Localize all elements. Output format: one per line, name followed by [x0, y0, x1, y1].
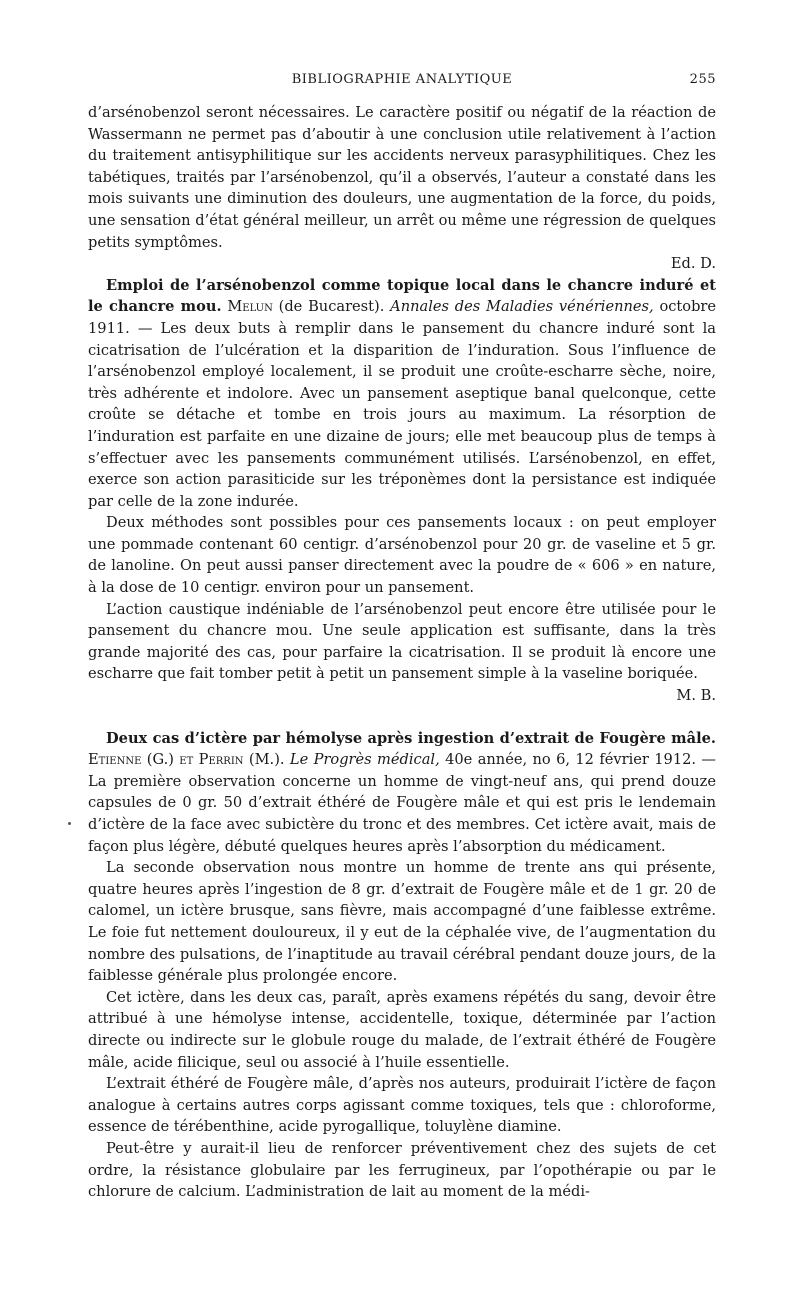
entry2-title: Emploi de l’arsénobenzol comme topique local dans le chancre induré et le chancre mou.	[88, 276, 716, 316]
entry3-paragraph-5: Peut-être y aurait-il lieu de renforcer préventivement chez des sujets de cet ordre, la résistance globulaire par les ferrugineux, par l’opothérapie ou par le chlorure de calcium. L’administration de lait au moment de la médi-	[88, 1139, 716, 1201]
entry3-paragraph-1: — La première observation concerne un homme de vingt-neuf ans, qui prend douze capsules de 0 gr. 50 d’extrait éthéré de Fougère mâle et qui est pris le lendemain d’ictère de la face avec subictère du tronc et des membres. Cet ictère avait, mais de façon plus légère, débuté quelques heures après l’absorption du médicament.	[88, 751, 717, 855]
entry3-issue: 40e année, no 6, 12 février 1912.	[445, 751, 697, 769]
entry2-lead-paragraph	[88, 275, 716, 513]
entry1-signature: Ed. D.	[670, 255, 716, 273]
entry2-signature: M. B.	[676, 687, 716, 705]
entry3-journal: Le Progrès médical,	[289, 751, 440, 769]
entry-separator	[88, 707, 716, 728]
running-head	[88, 72, 716, 94]
page-content	[88, 102, 716, 1203]
margin-speck	[68, 822, 71, 825]
entry3-title: Deux cas d’ictère par hémolyse après ingestion d’extrait de Fougère mâle.	[106, 729, 716, 747]
entry1-continuation: d’arsénobenzol seront nécessaires. Le caractère positif ou négatif de la réaction de Wassermann ne permet pas d’aboutir à une conclusion utile relativement à l’action du traitement antisyphilitique sur les accidents nerveux parasyphilitiques. Chez les tabétiques, traités par l’arsénobenzol, qu’il a observés, l’auteur a constaté dans les mois suivants une diminution des douleurs, une augmentation de la force, du poids, une sensation d’état général meilleur, un arrêt ou même une régression de quelques petits symptômes.	[88, 104, 716, 251]
entry2-date: octobre 1911.	[88, 298, 717, 337]
page-number: 255	[689, 72, 716, 87]
entry3-paragraph-4: L’extrait éthéré de Fougère mâle, d’après nos auteurs, produirait l’ictère de façon analogue à certains autres corps agissant comme toxiques, tels que : chloroforme, essence de térébenthine, acide pyrogallique, toluylène diamine.	[88, 1075, 716, 1136]
entry3-lead-paragraph	[88, 728, 716, 858]
entry2-affiliation: (de Bucarest).	[278, 298, 385, 316]
running-title: BIBLIOGRAPHIE ANALYTIQUE	[291, 72, 513, 87]
entry2-paragraph-2: Deux méthodes sont possibles pour ces pansements locaux : on peut employer une pommade contenant 60 centigr. d’arsénobenzol pour 20 gr. de vaseline et 5 gr. de lanoline. On peut aussi panser directement avec la poudre de « 606 » en nature, à la dose de 10 centigr. environ pour un pansement.	[88, 514, 716, 597]
entry3-paragraph-2: La seconde observation nous montre un homme de trente ans qui présente, quatre heures après l’ingestion de 8 gr. d’extrait de Fougère mâle et de 1 gr. 20 de calomel, un ictère brusque, sans fièvre, mais accompagné d’une faiblesse extrême. Le foie fut nettement douloureux, il y eut de la céphalée vive, de l’augmentation du nombre des pulsations, de l’inaptitude au travail cérébral pendant douze jours, de la faiblesse générale plus prolongée encore.	[88, 859, 716, 985]
entry2-author: Melun	[227, 298, 273, 316]
entry3-paragraph-3: Cet ictère, dans les deux cas, paraît, après examens répétés du sang, devoir être attribué à une hémolyse intense, accidentelle, toxique, déterminée par l’action directe ou indirecte sur le globule rouge du malade, de l’extrait éthéré de Fougère mâle, acide filicique, seul ou associé à l’huile essentielle.	[88, 988, 716, 1071]
entry2-journal: Annales des Maladies vénériennes,	[390, 298, 654, 316]
entry3-authors: Etienne (G.) et Perrin (M.).	[88, 751, 285, 769]
entry2-paragraph-1: — Les deux buts à remplir dans le pansement du chancre induré sont la cicatrisation de l’ulcération et la disparition de l’induration. Sous l’influence de l’arsénobenzol employé localement, il se produit une croûte-escharre sèche, noire, très adhérente et indolore. Avec un pansement aseptique banal quelconque, cette croûte se détache et tombe en trois jours au maximum. La résorption de l’induration est parfaite en une dizaine de jours; elle met beaucoup plus de temps à s’effectuer avec les pansements communément utilisés. L’arsénobenzol, en effet, exerce son action parasiticide sur les tréponèmes dont la persistance est indiquée par celle de la zone indurée.	[88, 319, 716, 510]
entry2-paragraph-3: L’action caustique indéniable de l’arsénobenzol peut encore être utilisée pour le pansement du chancre mou. Une seule application est suffisante, dans la très grande majorité des cas, pour parfaire la cicatrisation. Il se produit là encore une escharre que fait tomber petit à petit un pansement simple à la vaseline boriquée.	[88, 600, 716, 683]
entry2-paragraph-3-wrap	[88, 599, 716, 707]
